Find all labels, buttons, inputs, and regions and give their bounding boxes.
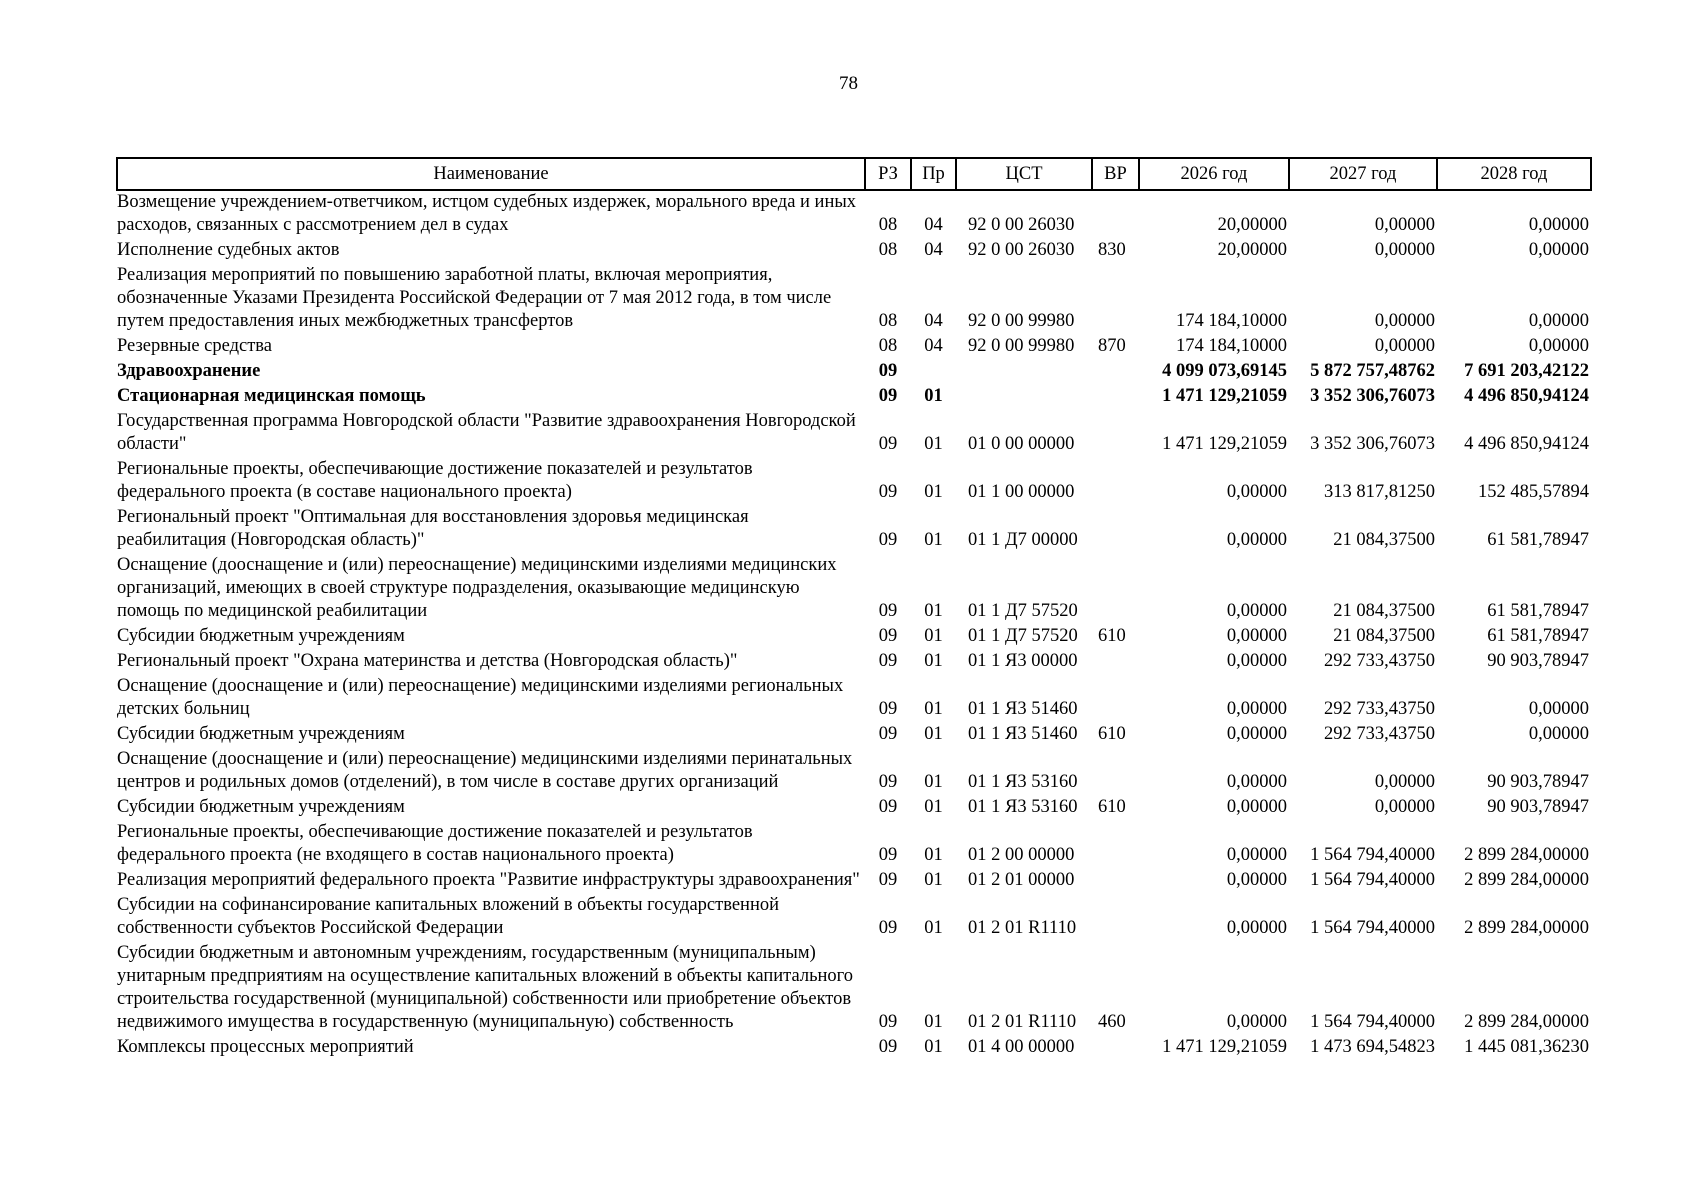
cell-2026: 1 471 129,21059 (1162, 1037, 1287, 1057)
cell-2026: 0,00000 (1226, 797, 1287, 817)
cell-rz: 09 (878, 626, 898, 646)
header-name: Наименование (117, 158, 865, 190)
cell-2027: 0,00000 (1374, 797, 1435, 817)
cell-2026: 0,00000 (1226, 870, 1287, 890)
cell-2027: 1 564 794,40000 (1310, 1012, 1435, 1032)
cell-2026: 0,00000 (1226, 530, 1287, 550)
cell-vr (1092, 264, 1139, 335)
table-row (117, 1036, 1591, 1061)
cell-2028: 0,00000 (1528, 215, 1589, 235)
cell-vr (1092, 385, 1139, 410)
cell-vr: 610 (1098, 626, 1126, 646)
cell-name: Субсидии бюджетным учреждениям (117, 797, 405, 817)
table-row (117, 796, 1591, 821)
cell-rz: 09 (878, 918, 898, 938)
table-row (117, 239, 1591, 264)
cell-2027: 292 733,43750 (1324, 699, 1435, 719)
table-row (117, 410, 1591, 458)
cell-2028: 2 899 284,00000 (1464, 845, 1589, 865)
cell-name: Региональный проект "Оптимальная для восстановления здоровья медицинская реабилитация (Новгородская область)" (117, 507, 749, 550)
header-2028: 2028 год (1437, 158, 1591, 190)
cell-2027: 5 872 757,48762 (1310, 361, 1435, 381)
cell-name: Региональные проекты, обеспечивающие достижение показателей и результатов федерального проекта (не входящего в состав национального проекта) (117, 822, 753, 865)
cell-name: Субсидии на софинансирование капитальных вложений в объекты государственной собственности субъектов Российской Федерации (117, 895, 779, 938)
cell-vr (1092, 675, 1139, 723)
cell-rz: 09 (878, 482, 898, 502)
cell-cst (956, 360, 1092, 385)
table-row (117, 264, 1591, 335)
cell-2027: 0,00000 (1374, 240, 1435, 260)
budget-table (116, 157, 1592, 1061)
cell-cst: 01 2 01 00000 (968, 870, 1075, 890)
cell-2026: 0,00000 (1226, 651, 1287, 671)
cell-2026: 0,00000 (1226, 845, 1287, 865)
cell-2028: 2 899 284,00000 (1464, 918, 1589, 938)
cell-vr (1092, 894, 1139, 942)
table-row (117, 942, 1591, 1036)
cell-2026: 0,00000 (1226, 699, 1287, 719)
cell-name: Субсидии бюджетным учреждениям (117, 724, 405, 744)
cell-cst: 01 2 01 R1110 (968, 918, 1077, 938)
table-row (117, 385, 1591, 410)
cell-name: Реализация мероприятий по повышению заработной платы, включая мероприятия, обозначенные Указами Президента Российской Федерации от 7 мая 2012 года, в том числе путем предоставления иных межбюджетных трансфертов (117, 265, 832, 331)
cell-2028: 0,00000 (1528, 336, 1589, 356)
cell-vr (1092, 458, 1139, 506)
cell-rz: 09 (878, 651, 898, 671)
cell-pr: 01 (924, 530, 943, 550)
cell-rz: 08 (878, 336, 898, 356)
table-row (117, 748, 1591, 796)
cell-pr: 01 (924, 434, 943, 454)
cell-2028: 61 581,78947 (1487, 626, 1589, 646)
table-row (117, 554, 1591, 625)
cell-2028: 2 899 284,00000 (1464, 1012, 1589, 1032)
cell-2028: 61 581,78947 (1487, 530, 1589, 550)
table-header (117, 158, 1591, 190)
cell-cst: 01 1 00 00000 (968, 482, 1075, 502)
table-row (117, 723, 1591, 748)
cell-cst: 01 1 Я3 53160 (968, 797, 1078, 817)
cell-2027: 0,00000 (1374, 772, 1435, 792)
cell-2026: 0,00000 (1226, 1012, 1287, 1032)
cell-name: Оснащение (дооснащение и (или) переоснащение) медицинскими изделиями региональных детских больниц (117, 676, 844, 719)
cell-cst: 01 1 Я3 51460 (968, 724, 1078, 744)
cell-2027: 3 352 306,76073 (1310, 434, 1435, 454)
cell-2028: 0,00000 (1528, 240, 1589, 260)
cell-pr: 01 (924, 797, 943, 817)
table-body (117, 190, 1591, 1061)
cell-pr: 01 (924, 772, 943, 792)
cell-cst: 92 0 00 99980 (968, 311, 1075, 331)
cell-pr (911, 360, 956, 385)
cell-2027: 0,00000 (1374, 311, 1435, 331)
cell-2026: 0,00000 (1226, 482, 1287, 502)
header-2027: 2027 год (1289, 158, 1437, 190)
cell-name: Оснащение (дооснащение и (или) переоснащение) медицинскими изделиями медицинских организаций, имеющих в своей структуре подразделения, оказывающие медицинскую помощь по медицинской реабилитации (117, 555, 837, 621)
cell-rz: 09 (878, 386, 898, 406)
cell-pr: 01 (924, 1037, 943, 1057)
cell-2026: 4 099 073,69145 (1162, 361, 1287, 381)
cell-vr (1092, 410, 1139, 458)
cell-cst: 01 1 Д7 57520 (968, 601, 1078, 621)
cell-name: Резервные средства (117, 336, 272, 356)
cell-pr: 01 (924, 918, 943, 938)
cell-pr: 04 (924, 240, 943, 260)
cell-2027: 1 564 794,40000 (1310, 870, 1435, 890)
cell-name: Региональные проекты, обеспечивающие достижение показателей и результатов федерального проекта (в составе национального проекта) (117, 459, 753, 502)
cell-rz: 08 (878, 240, 898, 260)
cell-2027: 1 473 694,54823 (1310, 1037, 1435, 1057)
cell-2027: 21 084,37500 (1333, 530, 1435, 550)
cell-rz: 09 (878, 1037, 898, 1057)
cell-pr: 01 (924, 699, 943, 719)
cell-name: Возмещение учреждением-ответчиком, истцом судебных издержек, морального вреда и иных расходов, связанных с рассмотрением дел в судах (117, 192, 857, 235)
cell-2028: 2 899 284,00000 (1464, 870, 1589, 890)
cell-name: Исполнение судебных актов (117, 240, 340, 260)
cell-2027: 313 817,81250 (1324, 482, 1435, 502)
page-number: 78 (839, 73, 858, 94)
cell-rz: 08 (878, 215, 898, 235)
cell-rz: 09 (878, 361, 898, 381)
cell-rz: 09 (878, 845, 898, 865)
cell-cst: 92 0 00 99980 (968, 336, 1075, 356)
cell-cst (956, 385, 1092, 410)
cell-rz: 09 (878, 601, 898, 621)
cell-2026: 0,00000 (1226, 918, 1287, 938)
cell-vr (1092, 748, 1139, 796)
table-row (117, 675, 1591, 723)
cell-pr: 04 (924, 311, 943, 331)
cell-pr: 04 (924, 336, 943, 356)
cell-name: Региональный проект "Охрана материнства и детства (Новгородская область)" (117, 651, 738, 671)
header-rz: РЗ (865, 158, 911, 190)
cell-rz: 09 (878, 434, 898, 454)
cell-vr (1092, 360, 1139, 385)
cell-2028: 4 496 850,94124 (1464, 434, 1589, 454)
cell-2026: 1 471 129,21059 (1162, 386, 1287, 406)
cell-vr: 830 (1098, 240, 1126, 260)
cell-rz: 09 (878, 797, 898, 817)
cell-vr (1092, 650, 1139, 675)
cell-cst: 01 1 Я3 51460 (968, 699, 1078, 719)
cell-name: Здравоохранение (117, 361, 261, 381)
cell-pr: 01 (924, 724, 943, 744)
cell-cst: 92 0 00 26030 (968, 215, 1075, 235)
table-row (117, 360, 1591, 385)
cell-pr: 01 (924, 626, 943, 646)
cell-pr: 01 (924, 870, 943, 890)
cell-pr: 04 (924, 215, 943, 235)
cell-2027: 292 733,43750 (1324, 651, 1435, 671)
cell-vr (1092, 821, 1139, 869)
header-cst: ЦСТ (956, 158, 1092, 190)
cell-2026: 20,00000 (1217, 215, 1287, 235)
cell-vr: 870 (1098, 336, 1126, 356)
cell-2027: 292 733,43750 (1324, 724, 1435, 744)
cell-2028: 90 903,78947 (1487, 797, 1589, 817)
cell-cst: 01 2 00 00000 (968, 845, 1075, 865)
cell-name: Реализация мероприятий федерального проекта "Развитие инфраструктуры здравоохранения" (117, 870, 860, 890)
cell-2028: 4 496 850,94124 (1464, 386, 1589, 406)
cell-rz: 09 (878, 772, 898, 792)
cell-name: Субсидии бюджетным и автономным учреждениям, государственным (муниципальным) унитарным предприятиям на осуществление капитальных вложений в объекты капитального строительства государственной (муниципальной) собственности или приобретение объектов недвижимого имущества в государственную (муниципальную) собственность (117, 943, 854, 1032)
cell-pr: 01 (924, 845, 943, 865)
cell-2027: 3 352 306,76073 (1310, 386, 1435, 406)
cell-2028: 90 903,78947 (1487, 772, 1589, 792)
cell-cst: 01 1 Я3 53160 (968, 772, 1078, 792)
cell-2026: 174 184,10000 (1176, 336, 1287, 356)
cell-2027: 1 564 794,40000 (1310, 845, 1435, 865)
cell-cst: 01 1 Я3 00000 (968, 651, 1078, 671)
table-row (117, 894, 1591, 942)
cell-cst: 01 0 00 00000 (968, 434, 1075, 454)
cell-name: Комплексы процессных мероприятий (117, 1037, 414, 1057)
cell-2027: 0,00000 (1374, 215, 1435, 235)
table-row (117, 869, 1591, 894)
cell-2027: 1 564 794,40000 (1310, 918, 1435, 938)
cell-name: Стационарная медицинская помощь (117, 386, 426, 406)
cell-vr (1092, 506, 1139, 554)
cell-vr (1092, 554, 1139, 625)
cell-2028: 0,00000 (1528, 699, 1589, 719)
cell-2027: 21 084,37500 (1333, 601, 1435, 621)
cell-rz: 09 (878, 1012, 898, 1032)
cell-rz: 09 (878, 530, 898, 550)
cell-vr (1092, 869, 1139, 894)
cell-2026: 0,00000 (1226, 772, 1287, 792)
header-row (117, 158, 1591, 190)
table-row (117, 506, 1591, 554)
cell-2026: 174 184,10000 (1176, 311, 1287, 331)
cell-vr: 610 (1098, 724, 1126, 744)
header-vr: ВР (1092, 158, 1139, 190)
cell-2028: 7 691 203,42122 (1464, 361, 1589, 381)
cell-pr: 01 (924, 601, 943, 621)
cell-2028: 0,00000 (1528, 724, 1589, 744)
cell-cst: 01 1 Д7 00000 (968, 530, 1078, 550)
cell-rz: 09 (878, 870, 898, 890)
cell-vr: 610 (1098, 797, 1126, 817)
cell-2028: 90 903,78947 (1487, 651, 1589, 671)
cell-2028: 0,00000 (1528, 311, 1589, 331)
cell-2026: 20,00000 (1217, 240, 1287, 260)
cell-pr: 01 (924, 386, 943, 406)
cell-rz: 08 (878, 311, 898, 331)
cell-cst: 92 0 00 26030 (968, 240, 1075, 260)
cell-pr: 01 (924, 651, 943, 671)
cell-name: Субсидии бюджетным учреждениям (117, 626, 405, 646)
cell-2026: 0,00000 (1226, 626, 1287, 646)
cell-2027: 0,00000 (1374, 336, 1435, 356)
table-row (117, 458, 1591, 506)
cell-2026: 1 471 129,21059 (1162, 434, 1287, 454)
cell-2028: 1 445 081,36230 (1464, 1037, 1589, 1057)
table-row (117, 821, 1591, 869)
cell-rz: 09 (878, 724, 898, 744)
table-row (117, 625, 1591, 650)
cell-vr (1092, 1036, 1139, 1061)
cell-vr: 460 (1098, 1012, 1126, 1032)
cell-2028: 152 485,57894 (1478, 482, 1589, 502)
cell-2026: 0,00000 (1226, 601, 1287, 621)
cell-2027: 21 084,37500 (1333, 626, 1435, 646)
cell-pr: 01 (924, 1012, 943, 1032)
cell-pr: 01 (924, 482, 943, 502)
header-pr: Пр (911, 158, 956, 190)
cell-cst: 01 1 Д7 57520 (968, 626, 1078, 646)
cell-2026: 0,00000 (1226, 724, 1287, 744)
table-row (117, 650, 1591, 675)
table-row (117, 335, 1591, 360)
table-row (117, 190, 1591, 239)
cell-vr (1092, 190, 1139, 239)
cell-name: Оснащение (дооснащение и (или) переоснащение) медицинскими изделиями перинатальных центров и родильных домов (отделений), в том числе в составе других организаций (117, 749, 853, 792)
cell-name: Государственная программа Новгородской области "Развитие здравоохранения Новгородской области" (117, 411, 856, 454)
cell-rz: 09 (878, 699, 898, 719)
cell-cst: 01 4 00 00000 (968, 1037, 1075, 1057)
header-2026: 2026 год (1139, 158, 1289, 190)
cell-cst: 01 2 01 R1110 (968, 1012, 1077, 1032)
cell-2028: 61 581,78947 (1487, 601, 1589, 621)
